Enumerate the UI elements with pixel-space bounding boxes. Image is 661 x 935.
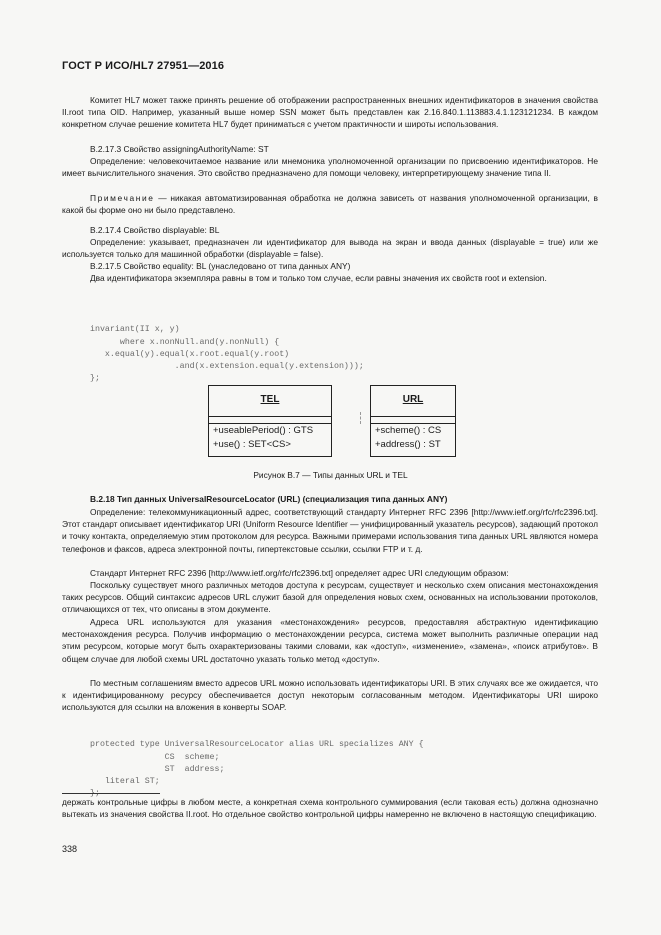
uml-operation: +useablePeriod() : GTS [213, 425, 314, 436]
uml-operation: +use() : SET<CS> [213, 439, 291, 450]
uml-attributes [371, 417, 455, 424]
note-label: Примечание [90, 193, 155, 203]
paragraph-url-definition: Определение: телекоммуникационный адрес, соответствующий стандарту Интернет RFC 2396 [http://www.ietf.org/rfc/rfc2396.txt]. Этот стандарт описывает идентификатор URI (Uniform Resource Identifier — унифицированный указатель ресурсов), задающий протокол и точку контакта, определяемую этим протоколом для ресурса. Важными примерами использования типа данных URL являются номера телефонов и факсов, адреса электронной почты, гипертекстовые ссылки, ссылки FTP и т. д. [62, 507, 598, 554]
uml-attributes [209, 417, 331, 424]
paragraph-assigning-authority-definition: Определение: человекочитаемое название или мнемоника уполномоченной организации по присвоению идентификаторов. Не имеет вычислительного значения. Это свойство предназначено для помощи человеку, интерпретирующему значение типа II. [62, 156, 598, 179]
section-b2173-heading: B.2.17.3 Свойство assigningAuthorityName: ST [90, 144, 269, 154]
paragraph-local-conventions: По местным соглашениям вместо адресов URL можно использовать идентификаторы URI. В этих случаях все же ожидается, что к идентифицированному ресурсу обеспечивается доступ некоторым согласованным методом. Идентификаторы URI широко используются для ссылки на вложения в конверты SOAP. [62, 678, 598, 713]
paragraph-url-location: Адреса URL используются для указания «местонахождения» ресурсов, предоставляя абстрактную идентификацию местонахождения ресурса. Получив информацию о местонахождении ресурса, система может выполнить различные операции над этим ресурсом, которые могут быть охарактеризованы такими словами, как «доступ», «изменение», «замена», «поиск атрибутов». В общем случае для любой схемы URL достаточно указать только метод «доступ». [62, 617, 598, 664]
uml-class-name: URL [371, 386, 455, 417]
section-b2175-heading: B.2.17.5 Свойство equality: BL (унаследовано от типа данных ANY) [90, 261, 351, 271]
note-text: — никакая автоматизированная обработка не должна зависеть от названия уполномоченной организации, в какой бы форме оно ни было представлено. [62, 193, 598, 216]
paragraph-displayable-definition: Определение: указывает, предназначен ли идентификатор для вывода на экран и ввода данных (displayable = true) или же используется только для машинной обработки (displayable = false). [62, 237, 598, 260]
footnote-rule [62, 793, 160, 794]
code-line: }; [90, 374, 100, 384]
paragraph-rfc-uri: Стандарт Интернет RFC 2396 [http://www.ietf.org/rfc/rfc2396.txt] определяет адрес URI следующим образом: [90, 568, 509, 578]
code-line: literal ST; [90, 777, 160, 787]
uml-dependency-mark [360, 412, 369, 424]
footnote-text: держать контрольные цифры в любом месте, а конкретная схема контрольного суммирования (если таковая есть) должна однозначно вытекать из значения свойства II.root. Но отдельное свойство контрольной цифры намеренно не включено в настоящую спецификацию. [62, 797, 598, 820]
code-line: ST address; [90, 764, 225, 774]
uml-operation: +scheme() : CS [375, 425, 442, 436]
note-paragraph [62, 192, 598, 216]
paragraph-equality-definition: Два идентификатора экземпляра равны в том и только том случае, если равны значения их свойств root и extension. [90, 273, 547, 283]
code-line: .and(x.extension.equal(y.extension))); [90, 362, 364, 372]
paragraph-access-methods: Поскольку существует много различных методов доступа к ресурсам, существует и несколько схем описания местонахождения таких ресурсов. Общий синтаксис адресов URL служит базой для определения новых схем, основанных на использовании протоколов, отличающихся от тех, что описаны в этом документе. [62, 580, 598, 615]
code-line: CS scheme; [90, 752, 220, 762]
section-b2174-heading: B.2.17.4 Свойство displayable: BL [90, 225, 220, 235]
uml-class-name: TEL [209, 386, 331, 417]
uml-operation: +address() : ST [375, 439, 441, 450]
code-line: invariant(II x, y) [90, 325, 180, 335]
code-line: protected type UniversalResourceLocator alias URL specializes ANY { [90, 740, 424, 750]
uml-class-tel [208, 385, 332, 457]
section-b218-heading: B.2.18 Тип данных UniversalResourceLocator (URL) (специализация типа данных ANY) [90, 494, 448, 504]
page-number: 338 [62, 844, 78, 854]
code-line: x.equal(y).equal(x.root.equal(y.root) [90, 349, 290, 359]
figure-caption: Рисунок B.7 — Типы данных URL и TEL [253, 470, 408, 480]
code-line: where x.nonNull.and(y.nonNull) { [90, 337, 280, 347]
document-header: ГОСТ Р ИСО/HL7 27951—2016 [62, 60, 225, 72]
paragraph-oid-mapping: Комитет HL7 может также принять решение об отображении распространенных внешних идентификаторов в значения свойства II.root типа OID. Например, указанный выше номер SSN может быть представлен как 2.16.840.1.113883.4.1.123121234. В каждом конкретном случае решение комитета HL7 будет приниматься с учетом практичности и широты использования. [62, 95, 598, 130]
uml-class-url [370, 385, 456, 457]
code-line: }; [90, 789, 100, 799]
